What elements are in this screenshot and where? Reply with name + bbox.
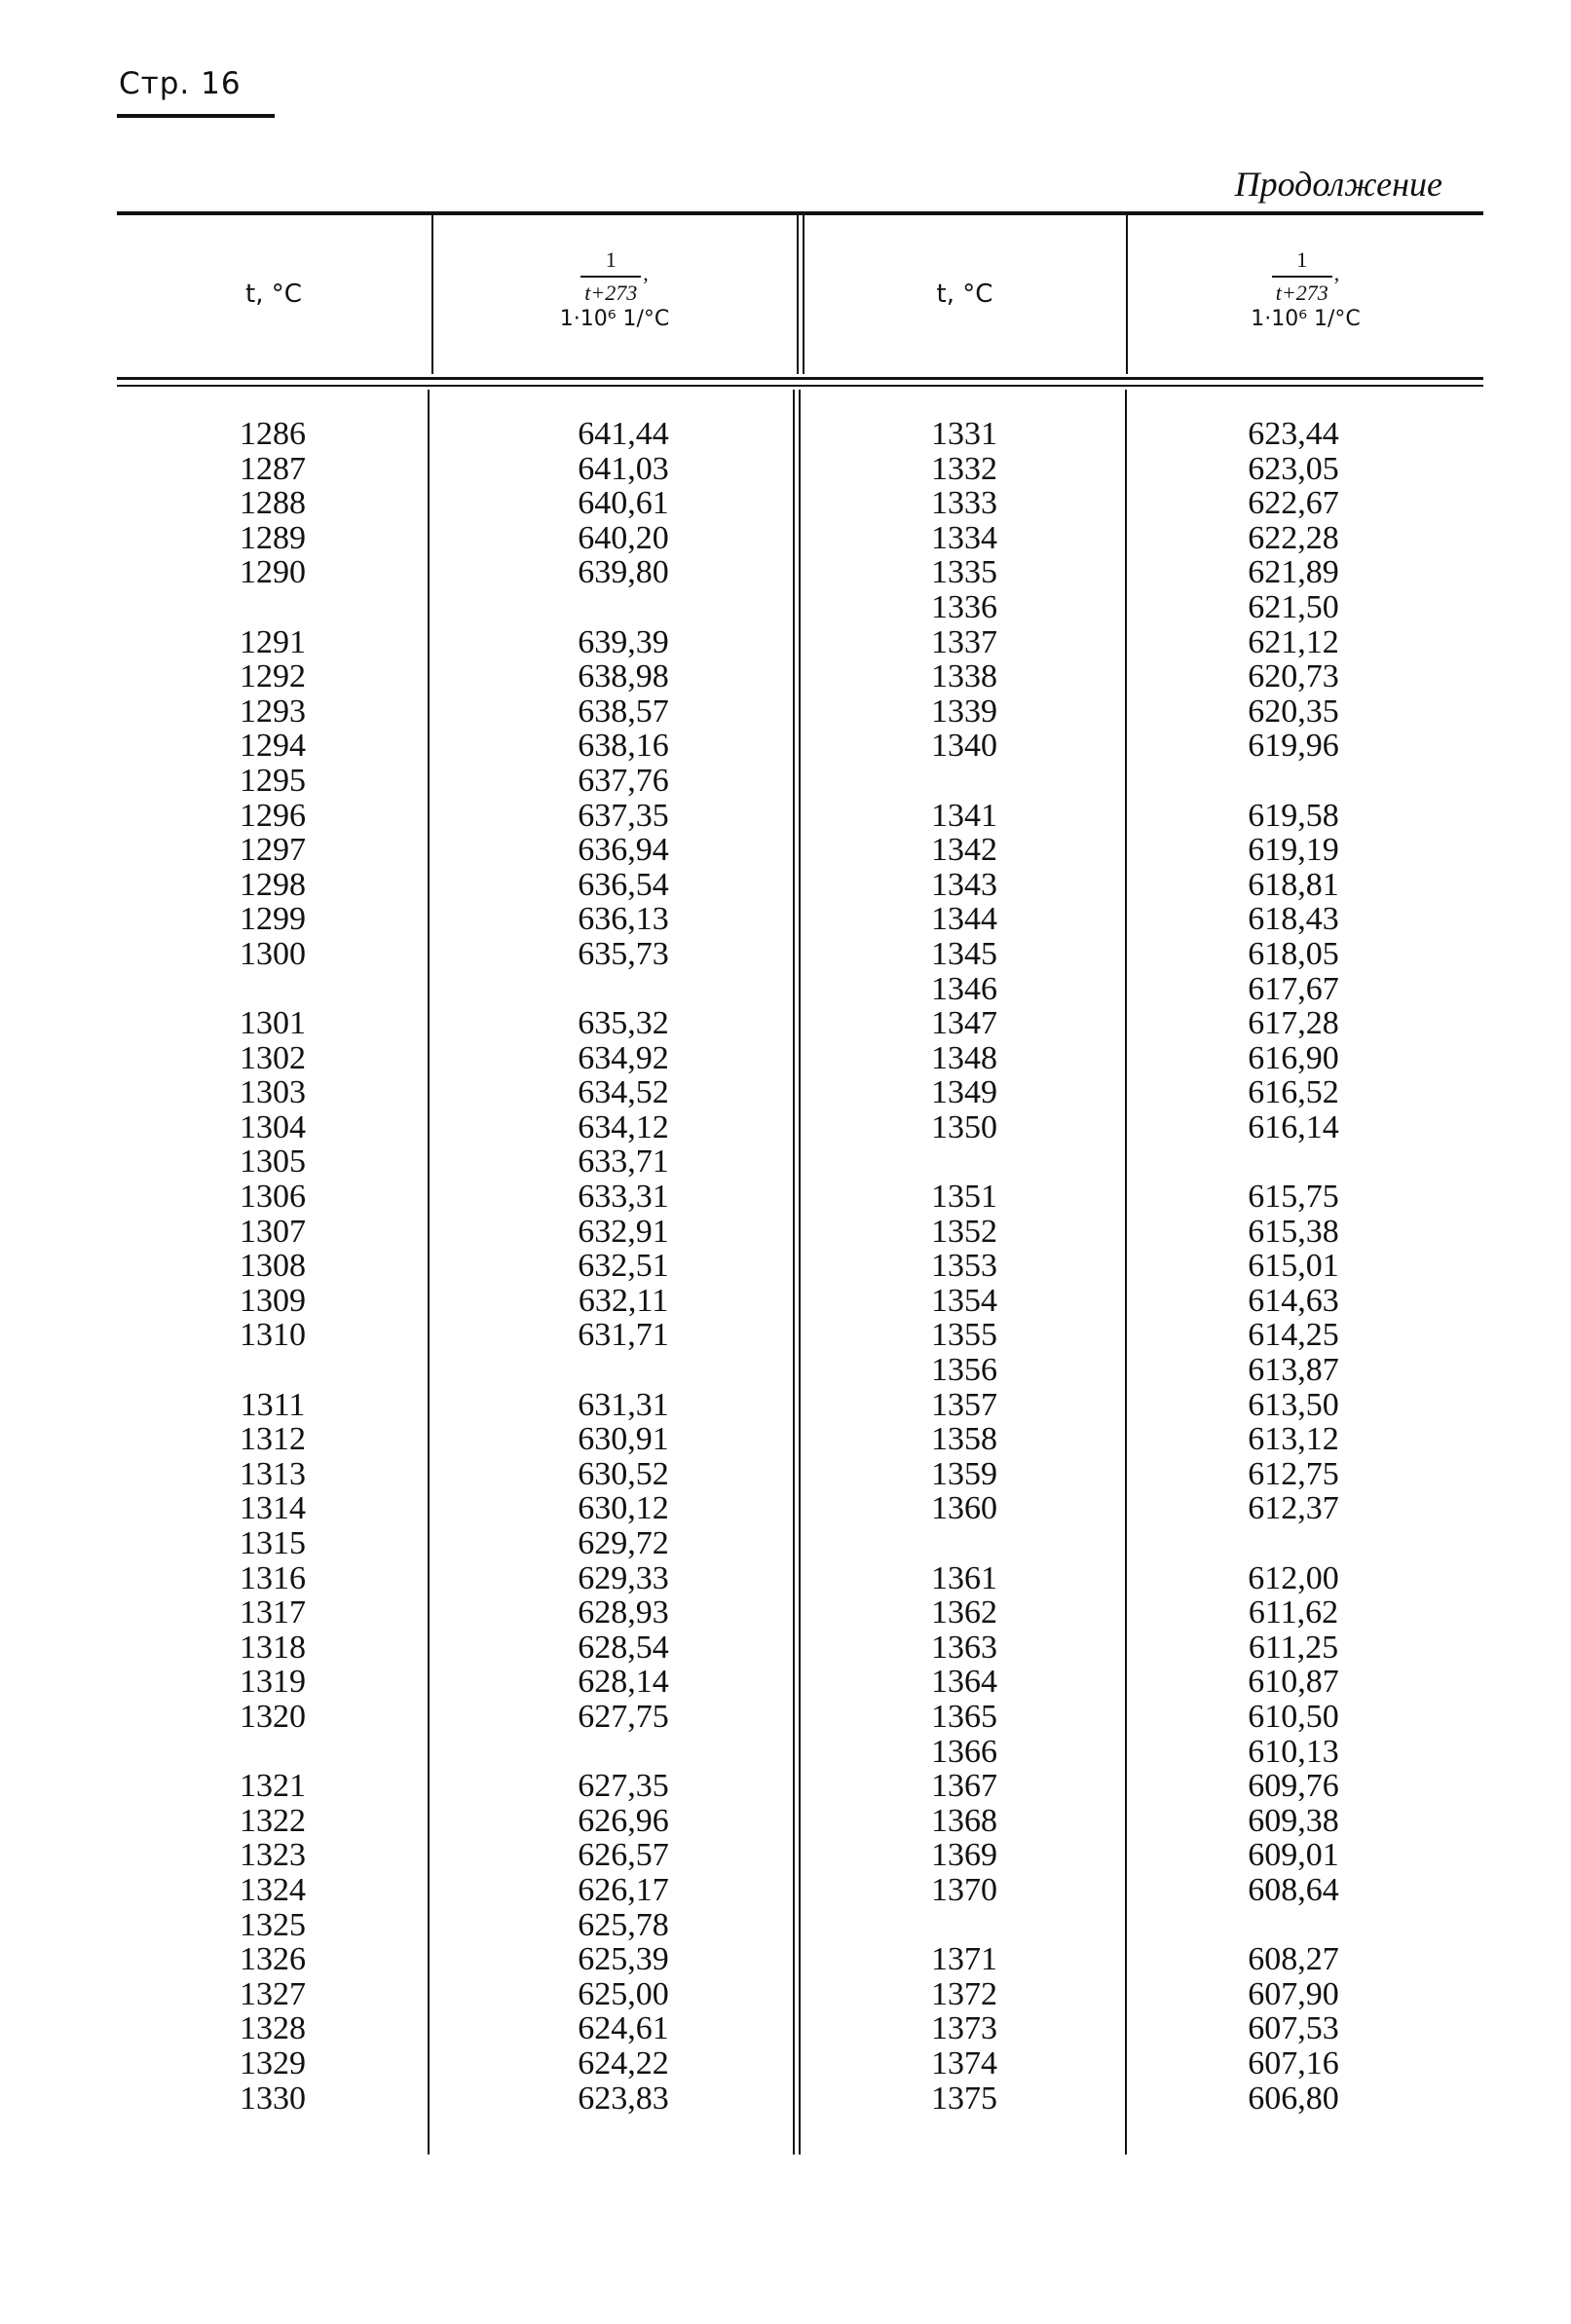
reciprocal-cell: 629,72	[578, 1525, 669, 1561]
reciprocal-cell: 611,25	[1248, 1629, 1339, 1666]
temperature-cell: 1328	[240, 2010, 306, 2047]
temperature-cell: 1293	[240, 693, 306, 730]
reciprocal-cell: 630,91	[578, 1421, 669, 1458]
reciprocal-cell: 624,61	[578, 2010, 669, 2047]
temperature-cell: 1339	[931, 693, 997, 730]
temperature-cell: 1308	[240, 1248, 306, 1285]
reciprocal-cell: 626,96	[578, 1802, 669, 1839]
reciprocal-cell: 627,35	[578, 1768, 669, 1805]
temperature-cell: 1286	[240, 416, 306, 452]
temperature-cell: 1361	[931, 1559, 997, 1596]
temperature-cell: 1300	[240, 935, 306, 972]
temperature-cell: 1307	[240, 1213, 306, 1250]
temperature-cell: 1327	[240, 1975, 306, 2012]
temperature-cell: 1315	[240, 1525, 306, 1561]
continuation-label: Продолжение	[1234, 165, 1442, 204]
reciprocal-cell: 610,87	[1248, 1664, 1339, 1701]
reciprocal-cell: 621,89	[1248, 554, 1339, 591]
reciprocal-cell: 614,25	[1248, 1317, 1339, 1354]
column-temperature-left	[175, 417, 370, 2116]
reciprocal-cell: 622,28	[1248, 519, 1339, 556]
reciprocal-cell: 634,92	[578, 1039, 669, 1076]
group-gap	[526, 1353, 721, 1388]
temperature-cell: 1373	[931, 2010, 997, 2047]
temperature-cell: 1290	[240, 554, 306, 591]
temperature-cell: 1291	[240, 623, 306, 660]
temperature-cell: 1351	[931, 1179, 997, 1216]
reciprocal-cell: 630,12	[578, 1490, 669, 1527]
temperature-cell: 1305	[240, 1143, 306, 1181]
reciprocal-cell: 619,19	[1248, 832, 1339, 869]
temperature-cell: 1292	[240, 658, 306, 695]
temperature-cell: 1367	[931, 1768, 997, 1805]
temperature-cell: 1360	[931, 1490, 997, 1527]
temperature-cell: 1317	[240, 1594, 306, 1631]
reciprocal-cell: 612,00	[1248, 1559, 1339, 1596]
column-value-left	[526, 417, 721, 2116]
column-temperature-right	[867, 417, 1062, 2116]
reciprocal-cell: 628,54	[578, 1629, 669, 1666]
temperature-cell: 1319	[240, 1664, 306, 1701]
temperature-cell: 1358	[931, 1421, 997, 1458]
temperature-cell: 1287	[240, 450, 306, 487]
fraction-left	[580, 248, 641, 305]
temperature-cell: 1318	[240, 1629, 306, 1666]
temperature-cell: 1332	[931, 450, 997, 487]
reciprocal-cell: 618,81	[1248, 866, 1339, 903]
temperature-cell: 1302	[240, 1039, 306, 1076]
reciprocal-cell: 629,33	[578, 1559, 669, 1596]
fraction-numerator: 1	[605, 247, 617, 272]
column-value-right	[1196, 417, 1391, 2116]
temperature-cell: 1325	[240, 1906, 306, 1943]
reciprocal-cell: 614,63	[1248, 1282, 1339, 1319]
reciprocal-cell: 639,80	[578, 554, 669, 591]
temperature-cell: 1333	[931, 485, 997, 522]
reciprocal-cell: 628,14	[578, 1664, 669, 1701]
temperature-cell: 1320	[240, 1698, 306, 1735]
reciprocal-cell: 633,71	[578, 1143, 669, 1181]
reciprocal-cell: 625,78	[578, 1906, 669, 1943]
reciprocal-cell: 615,38	[1248, 1213, 1339, 1250]
reciprocal-cell: 623,44	[1248, 416, 1339, 452]
fraction-right	[1272, 248, 1332, 305]
group-gap	[175, 972, 370, 1007]
temperature-cell: 1326	[240, 1941, 306, 1978]
temperature-cell: 1306	[240, 1179, 306, 1216]
column-divider-3-body	[1125, 390, 1127, 2155]
group-gap	[526, 972, 721, 1007]
reciprocal-cell: 616,52	[1248, 1074, 1339, 1111]
temperature-cell: 1342	[931, 832, 997, 869]
temperature-cell: 1299	[240, 901, 306, 938]
temperature-cell: 1336	[931, 588, 997, 625]
reciprocal-cell: 639,39	[578, 623, 669, 660]
temperature-cell: 1352	[931, 1213, 997, 1250]
reciprocal-cell: 608,27	[1248, 1941, 1339, 1978]
temperature-cell: 1368	[931, 1802, 997, 1839]
header-unit-left: 1·10⁶ 1/°C	[559, 307, 670, 332]
temperature-cell: 1338	[931, 658, 997, 695]
temperature-cell: 1303	[240, 1074, 306, 1111]
header-bottom-rule-2	[117, 385, 1483, 387]
temperature-cell: 1353	[931, 1248, 997, 1285]
temperature-cell: 1359	[931, 1455, 997, 1492]
column-divider-2b-body	[799, 390, 801, 2155]
page-number: Стр. 16	[119, 66, 242, 101]
temperature-cell: 1350	[931, 1108, 997, 1145]
reciprocal-cell: 607,16	[1248, 2044, 1339, 2081]
reciprocal-cell: 636,13	[578, 901, 669, 938]
reciprocal-cell: 623,05	[1248, 450, 1339, 487]
header-temperature-right: t, °C	[936, 280, 993, 309]
temperature-cell: 1288	[240, 485, 306, 522]
temperature-cell: 1347	[931, 1005, 997, 1042]
temperature-cell: 1370	[931, 1871, 997, 1908]
temperature-cell: 1301	[240, 1005, 306, 1042]
temperature-cell: 1324	[240, 1871, 306, 1908]
group-gap	[867, 1908, 1062, 1943]
reciprocal-cell: 612,37	[1248, 1490, 1339, 1527]
header-bottom-rule	[117, 377, 1483, 380]
temperature-cell: 1364	[931, 1664, 997, 1701]
temperature-cell: 1337	[931, 623, 997, 660]
group-gap	[175, 1353, 370, 1388]
temperature-cell: 1349	[931, 1074, 997, 1111]
reciprocal-cell: 618,43	[1248, 901, 1339, 938]
temperature-cell: 1355	[931, 1317, 997, 1354]
group-gap	[867, 1144, 1062, 1180]
temperature-cell: 1297	[240, 832, 306, 869]
temperature-cell: 1354	[931, 1282, 997, 1319]
header-temperature-left: t, °C	[245, 280, 302, 309]
column-divider-2	[797, 215, 799, 374]
temperature-cell: 1316	[240, 1559, 306, 1596]
temperature-cell: 1331	[931, 416, 997, 452]
temperature-cell: 1369	[931, 1837, 997, 1874]
reciprocal-cell: 618,05	[1248, 935, 1339, 972]
temperature-cell: 1375	[931, 2080, 997, 2117]
temperature-cell: 1323	[240, 1837, 306, 1874]
temperature-cell: 1309	[240, 1282, 306, 1319]
reciprocal-cell: 609,38	[1248, 1802, 1339, 1839]
header-unit-right: 1·10⁶ 1/°C	[1251, 307, 1361, 332]
temperature-cell: 1340	[931, 728, 997, 765]
temperature-cell: 1341	[931, 797, 997, 834]
temperature-cell: 1335	[931, 554, 997, 591]
reciprocal-cell: 633,31	[578, 1179, 669, 1216]
temperature-cell: 1321	[240, 1768, 306, 1805]
temperature-cell: 1314	[240, 1490, 306, 1527]
reciprocal-cell: 609,01	[1248, 1837, 1339, 1874]
reciprocal-cell: 630,52	[578, 1455, 669, 1492]
reciprocal-cell: 636,54	[578, 866, 669, 903]
reciprocal-cell: 638,57	[578, 693, 669, 730]
temperature-cell: 1310	[240, 1317, 306, 1354]
table-top-rule	[117, 211, 1483, 215]
reciprocal-cell: 634,52	[578, 1074, 669, 1111]
group-gap	[1196, 1526, 1391, 1561]
temperature-cell: 1348	[931, 1039, 997, 1076]
reciprocal-cell: 636,94	[578, 832, 669, 869]
reciprocal-cell: 625,39	[578, 1941, 669, 1978]
reciprocal-cell: 632,11	[578, 1282, 669, 1319]
temperature-cell: 1334	[931, 519, 997, 556]
temperature-cell: 1329	[240, 2044, 306, 2081]
reciprocal-cell: 627,75	[578, 1698, 669, 1735]
page-number-underline	[117, 114, 275, 118]
reciprocal-cell: 609,76	[1248, 1768, 1339, 1805]
reciprocal-cell: 637,76	[578, 762, 669, 799]
fraction-bar	[580, 276, 641, 278]
reciprocal-cell: 637,35	[578, 797, 669, 834]
reciprocal-cell: 626,57	[578, 1837, 669, 1874]
temperature-cell: 1366	[931, 1733, 997, 1770]
reciprocal-cell: 620,73	[1248, 658, 1339, 695]
temperature-cell: 1345	[931, 935, 997, 972]
reciprocal-cell: 632,51	[578, 1248, 669, 1285]
reciprocal-cell: 640,61	[578, 485, 669, 522]
group-gap	[175, 1735, 370, 1770]
reciprocal-cell: 631,31	[578, 1386, 669, 1423]
reciprocal-cell: 616,14	[1248, 1108, 1339, 1145]
header-reciprocal-left: $\frac{1}{t+273}$ , 1·10⁶ 1/°C	[433, 248, 796, 331]
temperature-cell: 1296	[240, 797, 306, 834]
reciprocal-cell: 608,64	[1248, 1871, 1339, 1908]
reciprocal-cell: 617,28	[1248, 1005, 1339, 1042]
temperature-cell: 1304	[240, 1108, 306, 1145]
reciprocal-cell: 635,32	[578, 1005, 669, 1042]
reciprocal-cell: 620,35	[1248, 693, 1339, 730]
temperature-cell: 1346	[931, 970, 997, 1007]
reciprocal-cell: 619,96	[1248, 728, 1339, 765]
reciprocal-cell: 610,13	[1248, 1733, 1339, 1770]
reciprocal-cell: 607,90	[1248, 1975, 1339, 2012]
temperature-cell: 1357	[931, 1386, 997, 1423]
reciprocal-cell: 615,75	[1248, 1179, 1339, 1216]
temperature-cell: 1363	[931, 1629, 997, 1666]
reciprocal-cell: 613,87	[1248, 1352, 1339, 1389]
temperature-cell: 1295	[240, 762, 306, 799]
reciprocal-cell: 606,80	[1248, 2080, 1339, 2117]
temperature-cell: 1371	[931, 1941, 997, 1978]
reciprocal-cell: 611,62	[1248, 1594, 1339, 1631]
temperature-cell: 1289	[240, 519, 306, 556]
reciprocal-cell: 621,12	[1248, 623, 1339, 660]
temperature-cell: 1298	[240, 866, 306, 903]
temperature-cell: 1362	[931, 1594, 997, 1631]
reciprocal-cell: 610,50	[1248, 1698, 1339, 1735]
temperature-cell: 1322	[240, 1802, 306, 1839]
group-gap	[175, 590, 370, 625]
reciprocal-cell: 607,53	[1248, 2010, 1339, 2047]
temperature-cell: 1372	[931, 1975, 997, 2012]
group-gap	[526, 1735, 721, 1770]
fraction-denominator: t+273	[584, 281, 638, 306]
reciprocal-cell: 640,20	[578, 519, 669, 556]
reciprocal-cell: 613,12	[1248, 1421, 1339, 1458]
group-gap	[526, 590, 721, 625]
temperature-cell: 1311	[240, 1386, 306, 1423]
reciprocal-cell: 613,50	[1248, 1386, 1339, 1423]
group-gap	[867, 1526, 1062, 1561]
group-gap	[1196, 1144, 1391, 1180]
fraction-numerator: 1	[1296, 247, 1308, 272]
column-divider-1-body	[428, 390, 430, 2155]
reciprocal-cell: 616,90	[1248, 1039, 1339, 1076]
temperature-cell: 1313	[240, 1455, 306, 1492]
reciprocal-cell: 634,12	[578, 1108, 669, 1145]
temperature-cell: 1343	[931, 866, 997, 903]
temperature-cell: 1312	[240, 1421, 306, 1458]
fraction-denominator: t+273	[1275, 281, 1328, 306]
reciprocal-cell: 628,93	[578, 1594, 669, 1631]
reciprocal-cell: 632,91	[578, 1213, 669, 1250]
temperature-cell: 1330	[240, 2080, 306, 2117]
reciprocal-cell: 622,67	[1248, 485, 1339, 522]
reciprocal-cell: 631,71	[578, 1317, 669, 1354]
reciprocal-cell: 641,44	[578, 416, 669, 452]
temperature-cell: 1344	[931, 901, 997, 938]
reciprocal-cell: 617,67	[1248, 970, 1339, 1007]
reciprocal-cell: 625,00	[578, 1975, 669, 2012]
reciprocal-cell: 624,22	[578, 2044, 669, 2081]
reciprocal-cell: 619,58	[1248, 797, 1339, 834]
group-gap	[1196, 764, 1391, 799]
temperature-cell: 1374	[931, 2044, 997, 2081]
reciprocal-cell: 621,50	[1248, 588, 1339, 625]
reciprocal-cell: 638,16	[578, 728, 669, 765]
reciprocal-cell: 641,03	[578, 450, 669, 487]
reciprocal-cell: 638,98	[578, 658, 669, 695]
temperature-cell: 1294	[240, 728, 306, 765]
reciprocal-cell: 635,73	[578, 935, 669, 972]
reciprocal-cell: 623,83	[578, 2080, 669, 2117]
fraction-bar	[1272, 276, 1332, 278]
reciprocal-cell: 626,17	[578, 1871, 669, 1908]
temperature-cell: 1356	[931, 1352, 997, 1389]
reciprocal-cell: 612,75	[1248, 1455, 1339, 1492]
header-reciprocal-right: $\frac{1}{t+273}$ , 1·10⁶ 1/°C	[1128, 248, 1483, 331]
temperature-cell: 1365	[931, 1698, 997, 1735]
reciprocal-cell: 615,01	[1248, 1248, 1339, 1285]
group-gap	[1196, 1908, 1391, 1943]
column-divider-2-body	[793, 390, 795, 2155]
group-gap	[867, 764, 1062, 799]
